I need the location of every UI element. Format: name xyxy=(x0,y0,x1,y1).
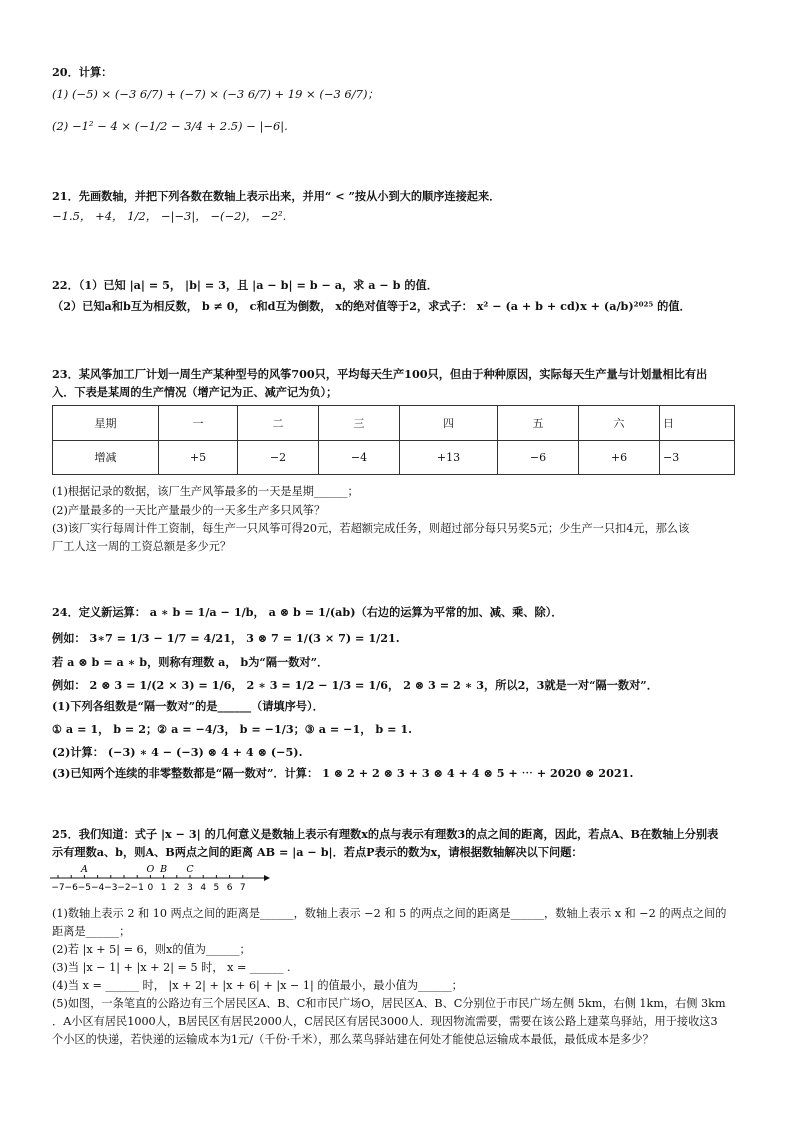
table-cell: +5 xyxy=(159,440,238,475)
q23-intro-line2: 入．下表是某周的生产情况（增产记为正、减产记为负）； xyxy=(52,385,338,399)
tick-label: 5 xyxy=(213,883,220,893)
tick-label: 0 xyxy=(147,883,154,893)
table-cell: 日 xyxy=(660,406,735,441)
table-cell: 五 xyxy=(498,406,579,441)
tick-label: 1 xyxy=(160,883,167,893)
number-line xyxy=(48,862,278,896)
q25-sub1-line2: 距离是______； xyxy=(52,925,131,938)
q23-sub2: (2)产量最多的一天比产量最少的一天多生产多只风筝？ xyxy=(52,504,326,517)
tick-label: −2 xyxy=(117,883,131,893)
table-cell: 四 xyxy=(400,406,498,441)
q21-numbers: −1.5， +4， 1/2， −|−3|， −(−2)， −2². xyxy=(52,209,287,223)
tick-label: 6 xyxy=(226,883,233,893)
table-cell: −3 xyxy=(660,440,735,475)
q20-part2: (2) −1² − 4 × (−1/2 − 3/4 + 2.5) − |−6|. xyxy=(52,119,288,133)
q25-sub5-line1: (5)如图，一条笔直的公路边有三个居民区A、B、C和市民广场O，居民区A、B、C分别位于市民广场左侧 5km，右侧 1km，右侧 3km xyxy=(52,997,726,1010)
table-cell: 星期 xyxy=(53,406,159,441)
q24-example2: 例如： 2 ⊗ 3 = 1/(2 × 3) = 1/6， 2 ∗ 3 = 1/2 − 1/3 = 1/6， 2 ⊗ 3 = 2 ∗ 3，所以2，3就是一对“隔一数对”． xyxy=(52,678,658,692)
q24-sub1-options: ① a = 1， b = 2；② a = −4/3， b = −1/3；③ a = −1， b = 1. xyxy=(52,722,413,736)
q25-sub3: (3)当 |x − 1| + |x + 2| = 5 时， x = ______ . xyxy=(52,961,291,974)
q20-title: 20．计算： xyxy=(52,65,113,79)
point-label: O xyxy=(146,864,155,875)
q21-title: 21．先画数轴，并把下列各数在数轴上表示出来，并用“ < ”按从小到大的顺序连接起来． xyxy=(52,189,501,203)
tick-label: 3 xyxy=(187,883,193,893)
q20-part1: (1) (−5) × (−3 6/7) + (−7) × (−3 6/7) + 19 × (−3 6/7)； xyxy=(52,87,379,101)
table-cell: 二 xyxy=(238,406,319,441)
tick-label: −5 xyxy=(77,883,92,893)
table-row xyxy=(53,406,735,441)
q24-sub3: (3)已知两个连续的非零整数都是“隔一数对”．计算： 1 ⊗ 2 + 2 ⊗ 3 + 3 ⊗ 4 + 4 ⊗ 5 + ⋯ + 2020 ⊗ 2021. xyxy=(52,766,634,780)
q24-sub2: (2)计算： (−3) ∗ 4 − (−3) ⊗ 4 + 4 ⊗ (−5). xyxy=(52,745,303,759)
tick-label: 7 xyxy=(239,883,246,893)
q25-intro-line1: 25．我们知道：式子 |x − 3| 的几何意义是数轴上表示有理数x的点与表示有理数3的点之间的距离，因此，若点A、B在数轴上分别表 xyxy=(52,827,719,841)
table-row xyxy=(53,440,735,475)
q25-intro-line2: 示有理数a、b，则A、B两点之间的距离 AB = |a − b|．若点P表示的数为x，请根据数轴解决以下问题： xyxy=(52,845,583,859)
q23-sub1: (1)根据记录的数据，该厂生产风筝最多的一天是星期______； xyxy=(52,485,359,498)
q24-example1: 例如： 3∗7 = 1/3 − 1/7 = 4/21， 3 ⊗ 7 = 1/(3 × 7) = 1/21. xyxy=(52,631,400,645)
q24-definition: 24．定义新运算： a ∗ b = 1/a − 1/b， a ⊗ b = 1/(ab)（右边的运算为平常的加、减、乘、除）． xyxy=(52,605,563,619)
q25-sub2: (2)若 |x + 5| = 6，则x的值为______； xyxy=(52,943,251,956)
tick-label: −7 xyxy=(51,883,65,893)
table-cell: 增减 xyxy=(53,440,159,475)
table-cell: +13 xyxy=(400,440,498,475)
tick-label: 2 xyxy=(173,883,180,893)
table-cell: 一 xyxy=(159,406,238,441)
q25-sub4: (4)当 x = ______ 时， |x + 2| + |x + 6| + |x − 1| 的值最小，最小值为______； xyxy=(52,979,463,992)
q24-condition: 若 a ⊗ b = a ∗ b，则称有理数 a， b为“隔一数对”． xyxy=(52,655,329,669)
table-cell: −4 xyxy=(319,440,400,475)
point-label: B xyxy=(160,864,168,875)
production-table xyxy=(52,405,735,475)
q23-sub3-line1: (3)该厂实行每周计件工资制，每生产一只风筝可得20元，若超额完成任务，则超过部分每只另奖5元；少生产一只扣4元，那么该 xyxy=(52,522,690,535)
table-cell: 三 xyxy=(319,406,400,441)
q25-sub1-line1: (1)数轴上表示 2 和 10 两点之间的距离是______，数轴上表示 −2 和 5 的两点之间的距离是______，数轴上表示 x 和 −2 的两点之间的 xyxy=(52,907,727,920)
tick-label: −1 xyxy=(130,883,144,893)
tick-label: −6 xyxy=(64,883,78,893)
tick-label: −4 xyxy=(90,883,105,893)
q25-sub5-line3: 个小区的快递，若快递的运输成本为1元/（千份·千米），那么菜鸟驿站建在何处才能使总运输成本最低，最低成本是多少？ xyxy=(52,1033,654,1046)
q22-part1: 22．（1）已知 |a| = 5， |b| = 3，且 |a − b| = b − a，求 a − b 的值． xyxy=(52,278,438,292)
table-cell: −6 xyxy=(498,440,579,475)
table-cell: −2 xyxy=(238,440,319,475)
q24-sub1: (1)下列各组数是“隔一数对”的是______（请填序号）． xyxy=(52,699,324,713)
q23-sub3-line2: 厂工人这一周的工资总额是多少元？ xyxy=(52,540,232,553)
table-cell: +6 xyxy=(579,440,660,475)
table-cell: 六 xyxy=(579,406,660,441)
q23-intro-line1: 23．某风筝加工厂计划一周生产某种型号的风筝700只，平均每天生产100只，但由于种种原因，实际每天生产量与计划量相比有出 xyxy=(52,367,708,381)
point-label: C xyxy=(186,864,194,875)
q25-sub5-line2: ．A小区有居民1000人，B居民区有居民2000人，C居民区有居民3000人．现因物流需要，需要在该公路上建菜鸟驿站，用于接收这3 xyxy=(52,1015,718,1028)
tick-label: −3 xyxy=(104,883,118,893)
tick-label: 4 xyxy=(200,883,207,893)
q22-part2: （2）已知a和b互为相反数， b ≠ 0， c和d互为倒数， x的绝对值等于2，求式子： x² − (a + b + cd)x + (a/b)²⁰²⁵ 的值． xyxy=(52,299,691,313)
point-label: A xyxy=(80,864,88,875)
